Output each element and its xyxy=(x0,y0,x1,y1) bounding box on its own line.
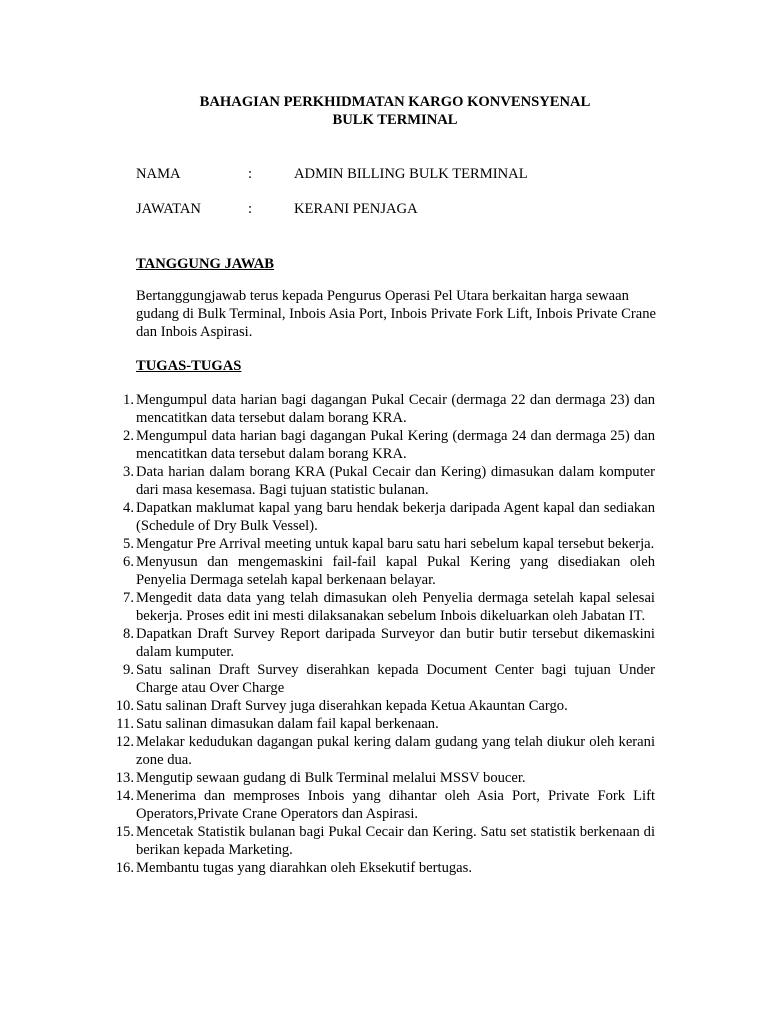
list-item-text: Satu salinan Draft Survey juga diserahkan kepada Ketua Akauntan Cargo. xyxy=(136,698,568,714)
list-item-number: 10. xyxy=(115,698,134,714)
list-item-number: 6. xyxy=(123,554,134,570)
jawatan-value: KERANI PENJAGA xyxy=(294,201,418,217)
list-item xyxy=(0,625,768,661)
responsibility-paragraph: Bertanggungjawab terus kepada Pengurus Operasi Pel Utara berkaitan harga sewaan gudang di Bulk Terminal, Inbois Asia Port, Inbois Private Fork Lift, Inbois Private Crane dan Inbois Aspirasi. xyxy=(136,288,656,340)
list-item-number: 2. xyxy=(123,428,134,444)
list-item-text: Data harian dalam borang KRA (Pukal Cecair dan Kering) dimasukan dalam komputer dari masa kesemasa. Bagi tujuan statistic bulanan. xyxy=(136,464,655,498)
document-title-line1: BAHAGIAN PERKHIDMATAN KARGO KONVENSYENAL xyxy=(199,94,591,110)
list-item-text: Melakar kedudukan dagangan pukal kering dalam gudang yang telah diukur oleh kerani zone dua. xyxy=(136,734,655,768)
list-item xyxy=(0,715,768,733)
list-item-number: 13. xyxy=(115,770,134,786)
list-item-text: Membantu tugas yang diarahkan oleh Eksekutif bertugas. xyxy=(136,860,472,876)
responsibility-heading: TANGGUNG JAWAB xyxy=(136,256,274,272)
list-item-number: 11. xyxy=(116,716,134,732)
nama-colon: : xyxy=(248,166,253,182)
list-item-number: 5. xyxy=(123,536,134,552)
list-item-text: Mengedit data data yang telah dimasukan oleh Penyelia dermaga setelah kapal selesai bekerja. Proses edit ini mesti dilaksanakan sebelum Inbois dikeluarkan oleh Jabatan IT. xyxy=(136,590,655,624)
list-item-text: Mengumpul data harian bagi dagangan Pukal Cecair (dermaga 22 dan dermaga 23) dan mencatitkan data tersebut dalam borang KRA. xyxy=(136,392,655,426)
jawatan-colon: : xyxy=(248,201,253,217)
list-item xyxy=(0,697,768,715)
list-item xyxy=(0,787,768,823)
list-item xyxy=(0,859,768,877)
list-item-text: Satu salinan dimasukan dalam fail kapal berkenaan. xyxy=(136,716,439,732)
list-item-number: 1. xyxy=(123,392,134,408)
jawatan-label: JAWATAN xyxy=(136,201,201,217)
list-item-text: Mengatur Pre Arrival meeting untuk kapal baru satu hari sebelum kapal tersebut bekerja. xyxy=(136,536,655,552)
list-item-number: 16. xyxy=(115,860,134,876)
list-item xyxy=(0,661,768,697)
list-item xyxy=(0,427,768,463)
list-item-number: 15. xyxy=(115,824,134,840)
list-item xyxy=(0,769,768,787)
document-title-line2: BULK TERMINAL xyxy=(332,112,458,128)
nama-value: ADMIN BILLING BULK TERMINAL xyxy=(294,166,528,182)
tasks-heading: TUGAS-TUGAS xyxy=(136,358,242,374)
list-item xyxy=(0,391,768,427)
list-item xyxy=(0,499,768,535)
list-item-number: 12. xyxy=(115,734,134,750)
list-item-number: 4. xyxy=(123,500,134,516)
nama-label: NAMA xyxy=(136,166,181,182)
list-item-text: Menerima dan memproses Inbois yang dihantar oleh Asia Port, Private Fork Lift Operators,Private Crane Operators dan Aspirasi. xyxy=(136,788,655,822)
list-item xyxy=(0,535,768,553)
tasks-list xyxy=(0,391,768,877)
list-item-number: 8. xyxy=(123,626,134,642)
list-item-number: 9. xyxy=(123,662,134,678)
list-item xyxy=(0,553,768,589)
list-item-text: Mengumpul data harian bagi dagangan Pukal Kering (dermaga 24 dan dermaga 25) dan mencatitkan data tersebut dalam borang KRA. xyxy=(136,428,655,462)
list-item xyxy=(0,823,768,859)
list-item-text: Dapatkan Draft Survey Report daripada Surveyor dan butir butir tersebut dikemaskini dalam kumputer. xyxy=(136,626,655,660)
list-item-number: 14. xyxy=(115,788,134,804)
list-item-number: 3. xyxy=(123,464,134,480)
list-item xyxy=(0,733,768,769)
list-item-text: Mengutip sewaan gudang di Bulk Terminal melalui MSSV boucer. xyxy=(136,770,526,786)
list-item-text: Dapatkan maklumat kapal yang baru hendak bekerja daripada Agent kapal dan sediakan (Schedule of Dry Bulk Vessel). xyxy=(136,500,655,534)
list-item-text: Mencetak Statistik bulanan bagi Pukal Cecair dan Kering. Satu set statistik berkenaan di berikan kepada Marketing. xyxy=(136,824,655,858)
list-item xyxy=(0,589,768,625)
list-item-text: Menyusun dan mengemaskini fail-fail kapal Pukal Kering yang disediakan oleh Penyelia Dermaga setelah kapal berkenaan belayar. xyxy=(136,554,655,588)
list-item xyxy=(0,463,768,499)
list-item-number: 7. xyxy=(123,590,134,606)
list-item-text: Satu salinan Draft Survey diserahkan kepada Document Center bagi tujuan Under Charge atau Over Charge xyxy=(136,662,655,696)
